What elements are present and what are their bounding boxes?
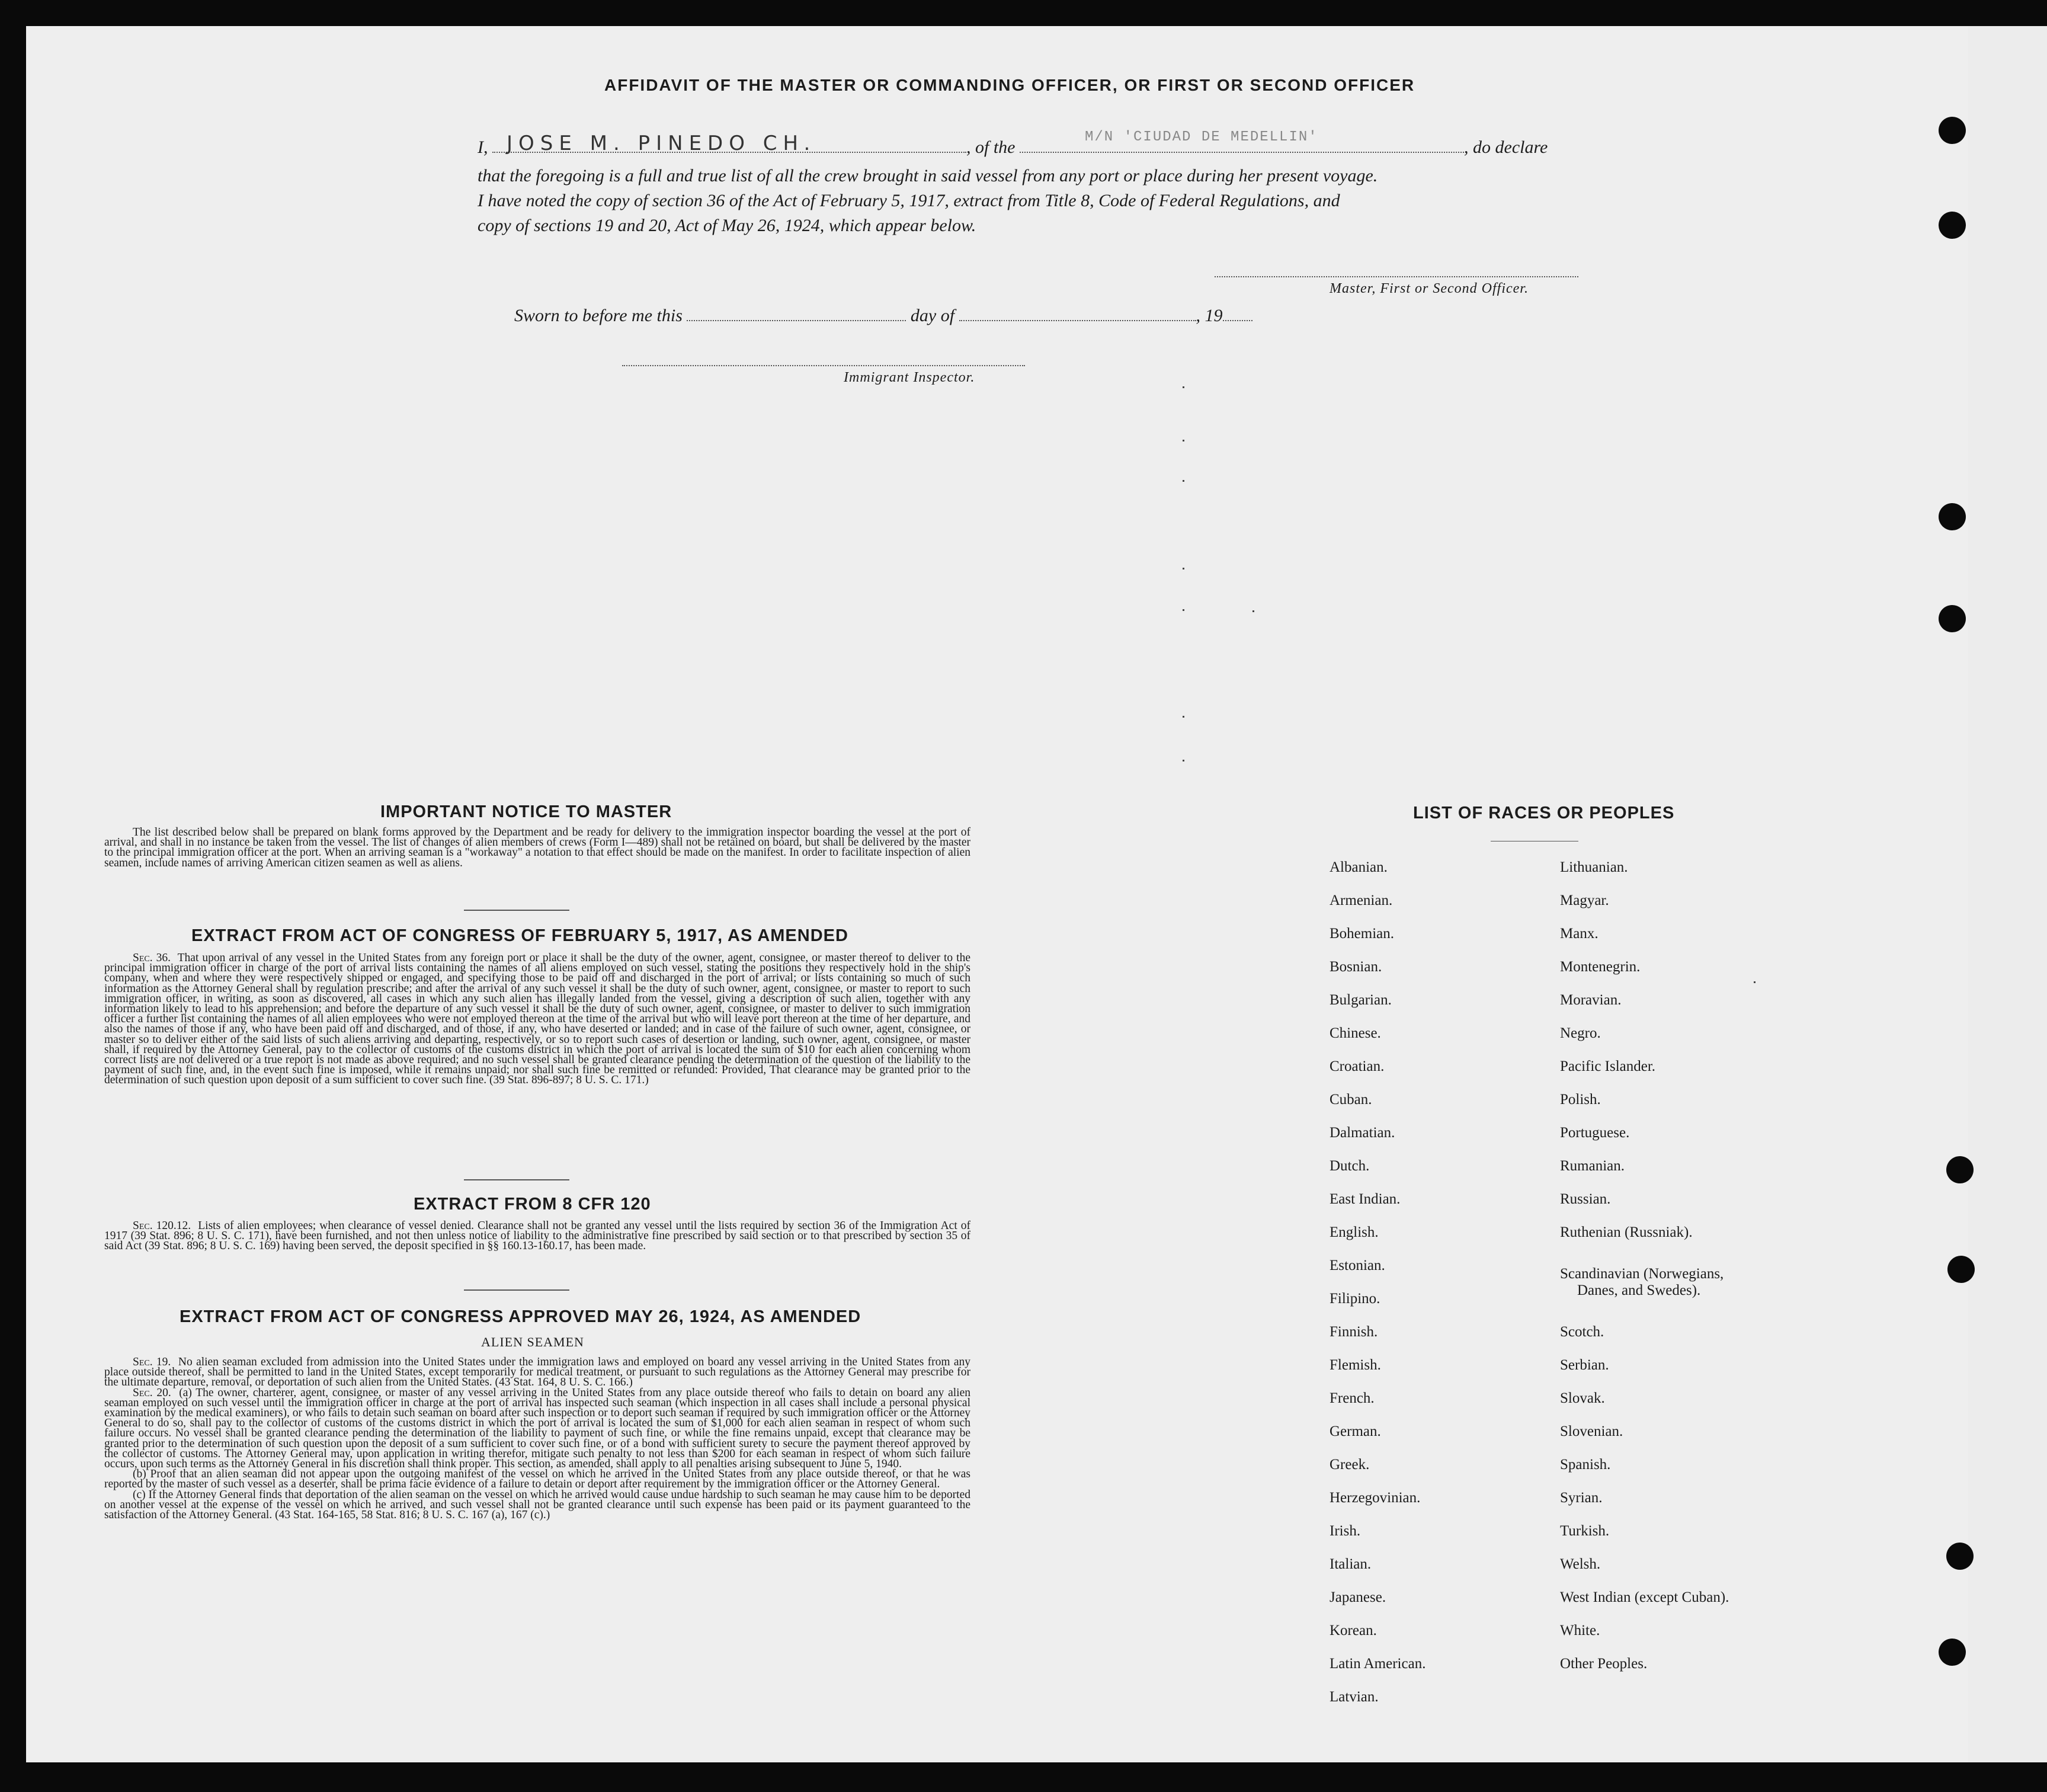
do-declare-label: , do declare [1464, 137, 1548, 157]
master-name-handwritten: JOSE M. PINEDO CH. [507, 132, 816, 155]
race-item: Latin American. [1330, 1656, 1426, 1672]
section-text: Lists of alien employees; when clearance of vessel denied. Clearance shall not be granted any vessel until the lists required by section 36 of the Immigration Act of 1917 (39 Stat. 896; 8 U. S. C. 171), have been furnished, and not then unless notice of liability to the administrative fine prescribed by said section or to that prescribed by section 35 of said Act (39 Stat. 896; 8 U. S. C. 169) having been served, the deposit specified in §§ 160.13-160.17, has been made. [104, 1220, 971, 1253]
sworn-year-field [1223, 306, 1252, 321]
race-item: Italian. [1330, 1556, 1372, 1572]
punch-hole [1939, 503, 1966, 530]
race-item: Pacific Islander. [1560, 1058, 1656, 1074]
race-item: Scotch. [1560, 1324, 1604, 1340]
scan-speck [1183, 440, 1184, 441]
punch-hole [1939, 117, 1966, 144]
vessel-name-stamp: M/N 'CIUDAD DE MEDELLIN' [1085, 129, 1318, 145]
race-item: Scandinavian (Norwegians, [1560, 1266, 1724, 1282]
race-item: Ruthenian (Russniak). [1560, 1224, 1693, 1240]
master-signature-line [1215, 276, 1578, 277]
race-item: Estonian. [1330, 1257, 1385, 1273]
notice-body: The list described below shall be prepared on blank forms approved by the Department and be ready for delivery to the immigration inspector boarding the vessel at the port of arrival, and shall in no instance be taken from the vessel. The list of changes of alien members of crews (Form I—489) shall not be retained on board, but shall be delivered by the master to the principal immigration officer at the port. When an arriving seaman is a "workaway" a notation to that effect should be made on the manifest. In order to facilitate inspection of alien seamen, include names of arriving American citizen seamen as well as aliens. [104, 826, 970, 869]
section-label: Sec. 19. [133, 1356, 171, 1368]
extract-1924-subtitle: ALIEN SEAMEN [481, 1335, 584, 1349]
section-divider [464, 910, 569, 911]
race-item: Dalmatian. [1330, 1125, 1395, 1141]
punch-hole [1939, 1639, 1966, 1666]
race-item: Herzegovinian. [1330, 1490, 1421, 1506]
section-text: (a) The owner, charterer, agent, consignee, or master of any vessel arriving in the United States from any place outside thereof who fails to detain on board any alien seaman employed on such vessel until the immigration officer in charge at the port of arrival has inspected such seaman (which inspection in all cases shall include a personal physical examination by the medical examiners), or who fails to detain such seaman on board after such inspection or to deport such seaman if required by such immigration officer or the Attorney General to do so, shall pay to the collector of customs of the customs district in which the port of arrival is located the sum of $1,000 for each alien seaman in respect of whom such failure occurs. No vessel shall be granted clearance pending the determination of the liability to payment of such fine, or while the fine remains unpaid, except that clearance may be granted prior to the determination of such question upon the deposit of a sum sufficient to cover such fine, or of a bond with sufficient surety to secure the payment thereof approved by the collector of customs. The Attorney General may, upon application in writing therefor, mitigate such penalty to not less than $200 for each seaman in respect of whom such failure occurs, upon such terms as the Attorney General in his discretion shall think proper. This section, as amended, shall apply to all penalties arising subsequent to June 5, 1940. [104, 1386, 970, 1471]
race-item: English. [1330, 1224, 1379, 1240]
scan-speck [1183, 480, 1184, 482]
sworn-day-field [687, 306, 906, 321]
race-item: French. [1330, 1390, 1375, 1406]
scan-speck [1754, 981, 1756, 983]
section-text: That upon arrival of any vessel in the United States from any foreign port or place it shall be the duty of the owner, agent, consignee, or master thereof to deliver to the principal immigration officer in charge of the port of arrival lists containing the names of all aliens employed on such vessel, stating the positions they respectively hold in the ship's company, when and where they were respectively shipped or engaged, and specifying those to be paid off and discharged in the port of arrival; or lists containing so much of such information as the Attorney General shall by regulation prescribe; and after the arrival of any such vessel it shall be the duty of such owner, agent, consignee, or master to report to such immigration officer, in writing, as soon as discovered, all cases in which any such alien has illegally landed from the vessel, giving a description of such alien, together with any information likely to lead to his apprehension; and before the departure of any such vessel it shall be the duty of such owner, agent, consignee, or master to deliver to such immigration officer a further list containing the names of all alien employees who were not employed thereon at the time of the arrival but who will leave port thereon at the time of her departure, and also the names of those if any, who have been paid off and discharged, and of those, if any, who have deserted or landed; and in case of the failure of such owner, agent, consignee, or master so to deliver either of the said lists of such aliens arriving and departing, respectively, or so to report such cases of desertion or landing, such owner, agent, consignee, or master shall, if required by the Attorney General, pay to the collector of customs of the customs district in which the port of arrival is located the sum of $10 for each alien concerning whom correct lists are not delivered or a true report is not made as above required; and no such vessel shall be granted clearance pending the determination of the question of the liability to the payment of such fine, and, in the event such fine is imposed, while it remains unpaid; nor shall such fine be remitted or refunded: Provided, That clearance may be granted prior to the determination of such question upon deposit of a sum sufficient to cover such fine. (39 Stat. 896-897; 8 U. S. C. 171.) [104, 952, 970, 1087]
scan-speck [1183, 716, 1184, 718]
race-item: Bulgarian. [1330, 992, 1392, 1008]
race-item: Flemish. [1330, 1357, 1381, 1373]
race-item: Korean. [1330, 1623, 1377, 1639]
section-label: Sec. 120.12. [133, 1220, 191, 1232]
race-item: Russian. [1560, 1191, 1611, 1207]
sworn-label: Sworn to before me this [514, 306, 683, 325]
race-item: Cuban. [1330, 1092, 1372, 1108]
master-signature-caption: Master, First or Second Officer. [1330, 281, 1529, 296]
race-item: East Indian. [1330, 1191, 1401, 1207]
race-item: Slovenian. [1560, 1423, 1623, 1439]
extract-cfr-body [104, 1221, 970, 1252]
race-item: Syrian. [1560, 1490, 1603, 1506]
race-item: Armenian. [1330, 892, 1393, 908]
extract-1924-body [104, 1357, 970, 1520]
declaration-line-2: that the foregoing is a full and true list of all the crew brought in said vessel from any port or place during her present voyage. [478, 166, 1378, 185]
race-item: West Indian (except Cuban). [1560, 1589, 1729, 1605]
section-divider [464, 1179, 569, 1180]
section-text: (b) Proof that an alien seaman did not appear upon the outgoing manifest of the vessel on which he arrived in the United States from any place outside thereof, or that he was reported by the master of such vessel as a deserter, shall be prima facie evidence of a failure to detain or deport after requirement by the immigration officer or the Attorney General. [104, 1468, 970, 1491]
sworn-month-field [959, 306, 1196, 321]
declaration-i: I, [478, 137, 488, 157]
day-of-label: day of [910, 306, 955, 325]
declaration-line-3: I have noted the copy of section 36 of the Act of February 5, 1917, extract from Title 8, Code of Federal Regulations, and [478, 191, 1340, 210]
section-divider [464, 1289, 569, 1291]
race-item: Montenegrin. [1560, 959, 1641, 975]
section-text: No alien seaman excluded from admission into the United States under the immigration laws and employed on board any vessel arriving in the United States from any place outside thereof, shall be permitted to land in the United States, except temporarily for medical treatment, or pursuant to such regulations as the Attorney General may prescribe for the ultimate departure, removal, or deportation of such alien from the United States. (43 Stat. 164, 8 U. S. C. 166.) [104, 1356, 970, 1389]
scan-speck [1183, 760, 1184, 761]
race-item: Other Peoples. [1560, 1656, 1648, 1672]
race-item: White. [1560, 1623, 1600, 1639]
year-label: , 19 [1196, 306, 1223, 325]
section-text: (c) If the Attorney General finds that deportation of the alien seaman on the vessel on which he arrived would cause undue hardship to such seaman he may cause him to be deported on another vessel at the expense of the vessel on which he arrived, and such vessel shall not be granted clearance until such expense has been paid or its payment guaranteed to the satisfaction of the Attorney General. (43 Stat. 164-165, 58 Stat. 816; 8 U. S. C. 167 (a), 167 (c).) [104, 1488, 970, 1522]
page-margin-right [1968, 26, 2047, 1762]
race-item: Latvian. [1330, 1689, 1379, 1705]
race-item: Manx. [1560, 926, 1598, 942]
race-item: Magyar. [1560, 892, 1609, 908]
race-item: Croatian. [1330, 1058, 1385, 1074]
extract-1917-body [104, 953, 970, 1086]
extract-cfr-title: EXTRACT FROM 8 CFR 120 [414, 1195, 651, 1214]
race-item: Serbian. [1560, 1357, 1609, 1373]
race-item: Welsh. [1560, 1556, 1601, 1572]
race-item: Finnish. [1330, 1324, 1378, 1340]
punch-hole [1946, 1543, 1974, 1570]
scan-speck [1252, 610, 1254, 612]
sworn-line [514, 306, 1252, 326]
race-item: Bosnian. [1330, 959, 1382, 975]
race-item: Irish. [1330, 1523, 1361, 1539]
race-item: Greek. [1330, 1457, 1370, 1473]
race-item: Dutch. [1330, 1158, 1370, 1174]
section-label: Sec. 20. [133, 1386, 171, 1399]
race-item: Chinese. [1330, 1025, 1381, 1041]
race-item: Rumanian. [1560, 1158, 1625, 1174]
of-the-label: , of the [966, 137, 1016, 157]
race-item: Albanian. [1330, 859, 1388, 875]
punch-hole [1939, 605, 1966, 632]
notice-title: IMPORTANT NOTICE TO MASTER [380, 802, 672, 821]
declaration-line-4: copy of sections 19 and 20, Act of May 26, 1924, which appear below. [478, 216, 976, 235]
inspector-signature-caption: Immigrant Inspector. [844, 370, 975, 385]
section-label: Sec. 36. [133, 952, 171, 964]
race-item: Polish. [1560, 1092, 1601, 1108]
master-name-field [492, 132, 966, 155]
extract-1917-title: EXTRACT FROM ACT OF CONGRESS OF FEBRUARY 5, 1917, AS AMENDED [191, 926, 848, 945]
race-item: Moravian. [1560, 992, 1622, 1008]
race-item: Lithuanian. [1560, 859, 1628, 875]
punch-hole [1947, 1256, 1975, 1283]
race-item: Filipino. [1330, 1291, 1380, 1307]
race-item: Bohemian. [1330, 926, 1395, 942]
race-item: Portuguese. [1560, 1125, 1630, 1141]
race-item: Danes, and Swedes). [1577, 1282, 1701, 1298]
race-item: Turkish. [1560, 1523, 1610, 1539]
race-item: Slovak. [1560, 1390, 1605, 1406]
race-item: Japanese. [1330, 1589, 1386, 1605]
affidavit-title: AFFIDAVIT OF THE MASTER OR COMMANDING OFFICER, OR FIRST OR SECOND OFFICER [604, 76, 1415, 94]
race-item: Negro. [1560, 1025, 1601, 1041]
extract-1924-title: EXTRACT FROM ACT OF CONGRESS APPROVED MAY 26, 1924, AS AMENDED [180, 1307, 861, 1326]
race-item: Spanish. [1560, 1457, 1611, 1473]
scan-speck [1183, 609, 1184, 611]
punch-hole [1939, 212, 1966, 239]
scan-speck [1183, 568, 1184, 569]
scan-speck [1183, 386, 1184, 388]
races-title: LIST OF RACES OR PEOPLES [1413, 804, 1675, 823]
punch-hole [1946, 1156, 1974, 1183]
race-item: German. [1330, 1423, 1381, 1439]
vessel-name-field [1020, 129, 1464, 153]
inspector-signature-line [622, 365, 1025, 366]
declaration-line-1 [478, 129, 1548, 158]
